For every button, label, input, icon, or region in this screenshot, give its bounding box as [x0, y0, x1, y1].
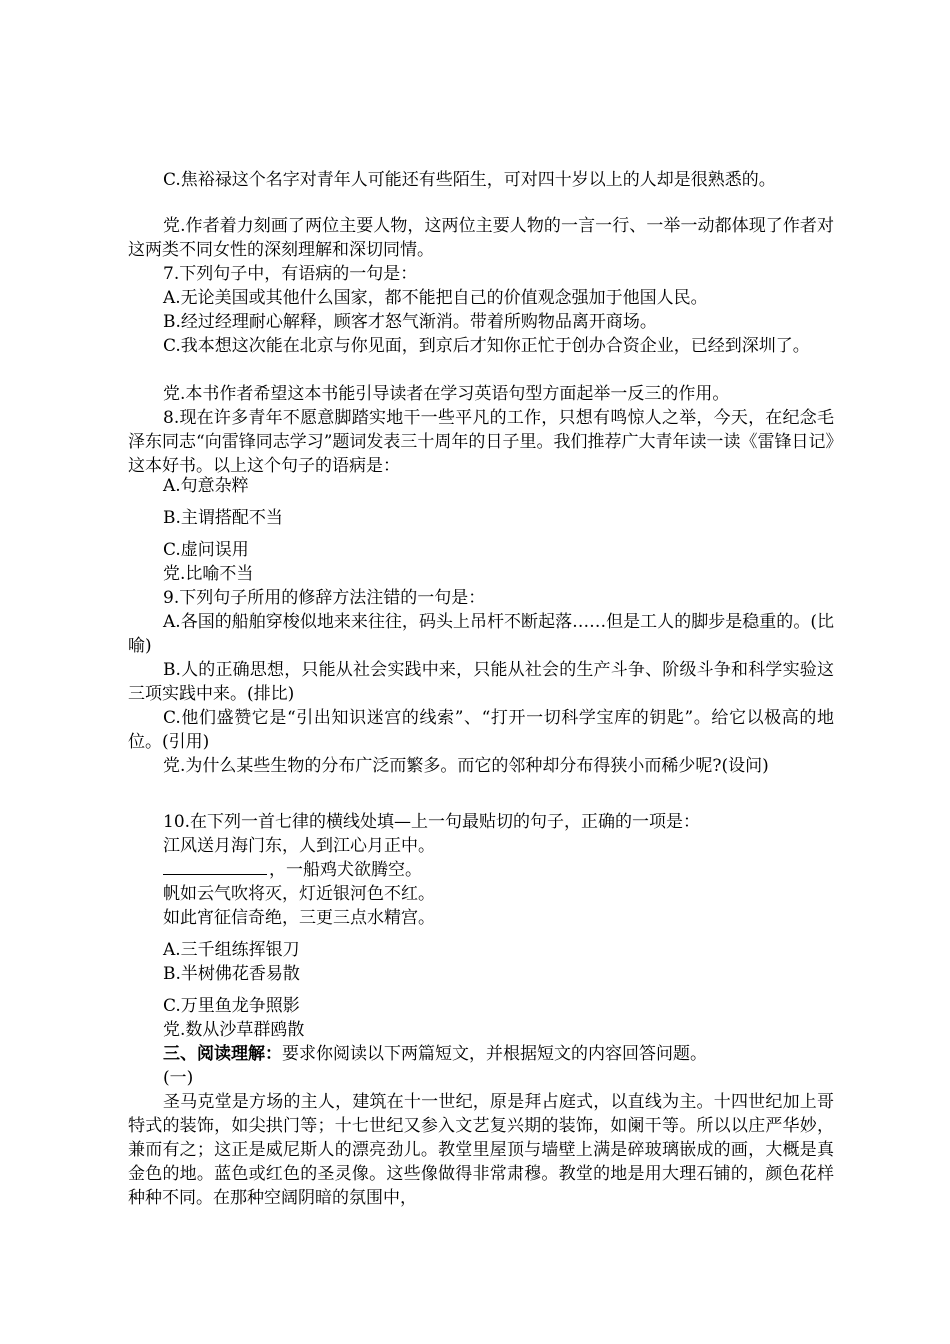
- q9-stem: 9.下列句子所用的修辞方法注错的一句是：: [163, 588, 486, 608]
- fill-in-blank: [163, 859, 267, 875]
- poem-line-1: 江风送月海门东，人到江心月正中。: [163, 836, 435, 856]
- q9-option-b: B.人的正确思想，只能从社会实践中来，只能从社会的生产斗争、阶级斗争和科学实验这三项实践中来。(排比): [128, 660, 834, 704]
- poem-line-3: 帆如云气吹将灭，灯近银河色不红。: [163, 884, 435, 904]
- q6-option-d: 党.作者着力刻画了两位主要人物，这两位主要人物的一言一行、一举一动都体现了作者对这两类不同女性的深刻理解和深切同情。: [128, 216, 834, 260]
- passage1-label: (一): [163, 1068, 194, 1088]
- q9-option-d: 党.为什么某些生物的分布广泛而繁多。而它的邻种却分布得狭小而稀少呢?(设问): [163, 756, 769, 776]
- q8-option-a: A.句意杂粹: [163, 476, 249, 496]
- section3-title: [163, 1042, 707, 1066]
- q9-option-c: C.他们盛赞它是“引出知识迷宫的线索”、“打开一切科学宝库的钥匙”。给它以极高的地位。(引用): [128, 708, 834, 752]
- q7-option-a: A.无论美国或其他什么国家，都不能把自己的价值观念强加于他国人民。: [163, 288, 708, 308]
- q8-stem: 8.现在许多青年不愿意脚踏实地干一些平凡的工作，只想有鸣惊人之举，今天，在纪念毛泽东同志“向雷锋同志学习”题词发表三十周年的日子里。我们推荐广大青年读一读《雷锋日记》这本好书。以上这个句子的语病是：: [128, 408, 834, 476]
- q10-option-a: A.三千组练挥银刀: [163, 940, 300, 960]
- q10-stem: 10.在下列一首七律的横线处填—上一句最贴切的句子，正确的一项是：: [163, 812, 701, 832]
- q10-option-b: B.半树佛花香易散: [163, 964, 300, 984]
- q9-option-a: A.各国的船舶穿梭似地来来往往，码头上吊杆不断起落……但是工人的脚步是稳重的。(比喻): [128, 612, 834, 656]
- section3-heading: 三、阅读理解：: [163, 1044, 282, 1064]
- q8-option-c: C.虚问误用: [163, 540, 249, 560]
- poem-line-2: [163, 858, 422, 882]
- q10-option-d: 党.数从沙草群鸥散: [163, 1020, 305, 1040]
- q7-stem: 7.下列句子中，有语病的一句是：: [163, 264, 418, 284]
- passage1-text: 圣马克堂是方场的主人，建筑在十一世纪，原是拜占庭式，以直线为主。十四世纪加上哥特式的装饰，如尖拱门等；十七世纪又参入文艺复兴期的装饰，如阑干等。所以以庄严华妙，兼而有之；这正是威尼斯人的漂亮劲儿。教堂里屋顶与墙壁上满是碎玻璃嵌成的画，大概是真金色的地。蓝色或红色的圣灵像。这些像做得非常肃穆。教堂的地是用大理石铺的，颜色花样种种不同。在那种空阔阴暗的氛围中，: [128, 1092, 834, 1208]
- q10-option-c: C.万里鱼龙争照影: [163, 996, 300, 1016]
- q7-option-d: 党.本书作者希望这本书能引导读者在学习英语句型方面起举一反三的作用。: [163, 384, 730, 404]
- section3-instruction: 要求你阅读以下两篇短文，并根据短文的内容回答问题。: [282, 1044, 707, 1064]
- q6-option-c: C.焦裕禄这个名字对青年人可能还有些陌生，可对四十岁以上的人却是很熟悉的。: [163, 170, 776, 190]
- q8-option-d: 党.比喻不当: [163, 564, 254, 584]
- q7-option-c: C.我本想这次能在北京与你见面，到京后才知你正忙于创办合资企业，已经到深圳了。: [163, 336, 810, 356]
- q7-option-b: B.经过经理耐心解释，顾客才怒气渐消。带着所购物品离开商场。: [163, 312, 657, 332]
- q8-option-b: B.主谓搭配不当: [163, 508, 283, 528]
- poem-line-4: 如此宵征信奇绝，三更三点水精宫。: [163, 908, 435, 928]
- poem-line-2-text: ，一船鸡犬欲腾空。: [269, 860, 422, 880]
